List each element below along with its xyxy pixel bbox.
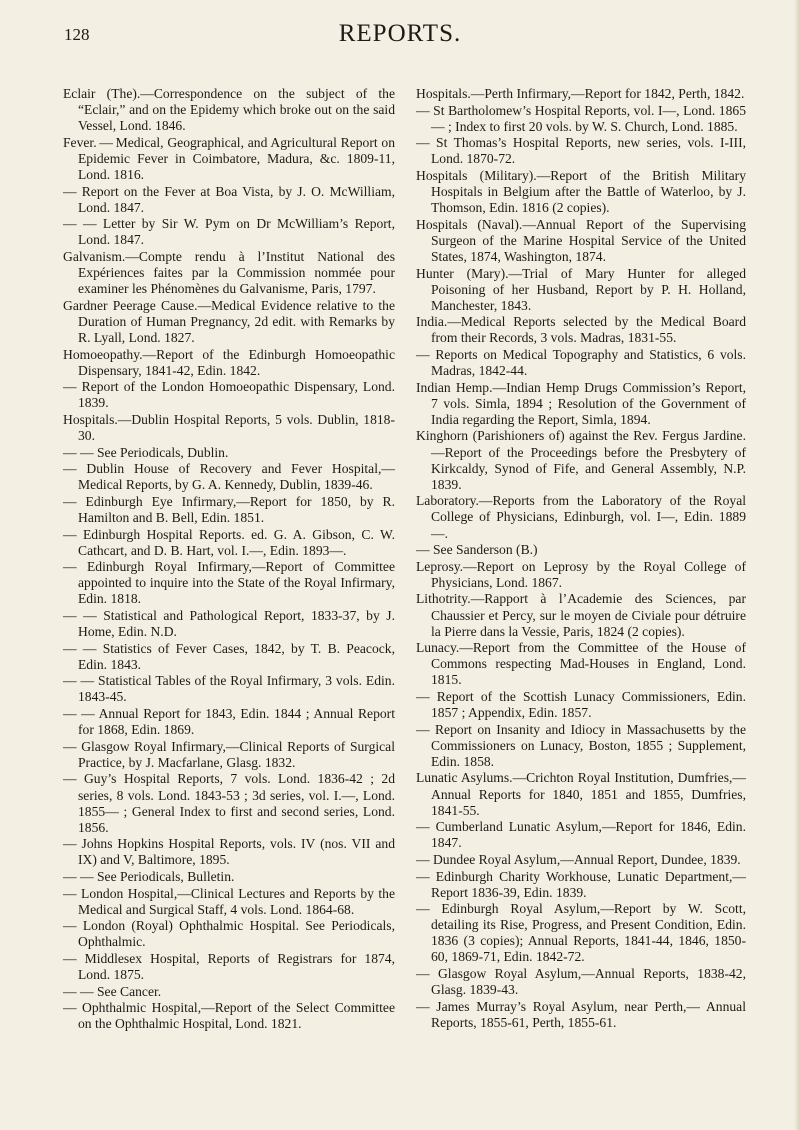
index-entry: — — Letter by Sir W. Pym on Dr McWilliam’s Report, Lond. 1847. — [63, 216, 395, 248]
index-entry: — Johns Hopkins Hospital Reports, vols. IV (nos. VII and IX) and V, Baltimore, 1895. — [63, 836, 395, 868]
index-entry: — London Hospital,—Clinical Lectures and Reports by the Medical and Surgical Staff, 4 vols. Lond. 1864-68. — [63, 885, 395, 917]
index-entry: — James Murray’s Royal Asylum, near Perth,— Annual Reports, 1855-61, Perth, 1855-61. — [416, 998, 746, 1030]
index-entry: — Report on Insanity and Idiocy in Massachusetts by the Commissioners on Lunacy, Boston, 1855 ; Supplement, Edin. 1858. — [416, 721, 746, 769]
index-entry: — Ophthalmic Hospital,—Report of the Select Committee on the Ophthalmic Hospital, Lond. 1821. — [63, 1000, 395, 1032]
index-entry: Lunacy.—Report from the Committee of the House of Commons respecting Mad-Houses in England, Lond. 1815. — [416, 640, 746, 688]
index-entry: — Cumberland Lunatic Asylum,—Report for 1846, Edin. 1847. — [416, 819, 746, 851]
index-entry: Kinghorn (Parishioners of) against the Rev. Fergus Jardine.—Report of the Proceedings before the Presbytery of Kirkcaldy, Synod of Fife, and General Assembly, N.P. 1839. — [416, 428, 746, 492]
index-entry: — Edinburgh Hospital Reports. ed. G. A. Gibson, C. W. Cathcart, and D. B. Hart, vol. I.—, Edin. 1893—. — [63, 526, 395, 558]
index-entry: — — Statistical and Pathological Report, 1833-37, by J. Home, Edin. N.D. — [63, 608, 395, 640]
index-entry: — — See Periodicals, Dublin. — [63, 444, 229, 460]
index-entry: — St Bartholomew’s Hospital Reports, vol. I—, Lond. 1865— ; Index to first 20 vols. by W. S. Church, Lond. 1885. — [416, 102, 746, 134]
index-entry: Homoeopathy.—Report of the Edinburgh Homoeopathic Dispensary, 1841-42, Edin. 1842. — [63, 346, 395, 378]
index-entry: Indian Hemp.—Indian Hemp Drugs Commission’s Report, 7 vols. Simla, 1894 ; Resolution of the Government of India regarding the Report, Simla, 1894. — [416, 379, 746, 427]
index-entry: — Reports on Medical Topography and Statistics, 6 vols. Madras, 1842-44. — [416, 347, 746, 379]
index-entry: — Edinburgh Eye Infirmary,—Report for 1850, by R. Hamilton and B. Bell, Edin. 1851. — [63, 493, 395, 525]
page-edge-shadow — [794, 0, 800, 1130]
index-entry: — Edinburgh Royal Asylum,—Report by W. Scott, detailing its Rise, Progress, and Present Condition, Edin. 1836 (3 copies); Annual Reports, 1841-44, 1846, 1850-60, 1869-71, Edin. 1842-72. — [416, 901, 746, 965]
index-entry: Hunter (Mary).—Trial of Mary Hunter for alleged Poisoning of her Husband, Report by P. H. Holland, Manchester, 1843. — [416, 265, 746, 313]
index-entry: — Middlesex Hospital, Reports of Registrars for 1874, Lond. 1875. — [63, 950, 395, 983]
index-entry: Hospitals.—Dublin Hospital Reports, 5 vols. Dublin, 1818-30. — [63, 411, 395, 443]
index-entry: — — See Cancer. — [63, 983, 162, 999]
index-entry: — Report on the Fever at Boa Vista, by J. O. McWilliam, Lond. 1847. — [63, 183, 395, 215]
index-entry: Lithotrity.—Rapport à l’Academie des Sciences, par Chaussier et Percy, sur le moyen de Civiale pour détruire la Pierre dans la Vessie, Paris, 1824 (2 copies). — [416, 591, 746, 639]
page-number: 128 — [64, 25, 90, 44]
index-entry: Galvanism.—Compte rendu à l’Institut National des Expériences faites par la Commission nommée pour examiner les Phénomènes du Galvanisme, Paris, 1797. — [63, 248, 395, 297]
index-entry: — — Statistical Tables of the Royal Infirmary, 3 vols. Edin. 1843-45. — [63, 673, 395, 705]
index-entry: Laboratory.—Reports from the Laboratory of the Royal College of Physicians, Edinburgh, vol. I—, Edin. 1889—. — [416, 493, 746, 541]
index-entry: — — Annual Report for 1843, Edin. 1844 ; Annual Report for 1868, Edin. 1869. — [63, 706, 395, 738]
index-entry: — Guy’s Hospital Reports, 7 vols. Lond. 1836-42 ; 2d series, 8 vols. Lond. 1843-53 ; 3d series, vol. I.—, Lond. 1855— ; General Index to first and second series, Lond. 1856. — [63, 771, 395, 835]
index-entry: India.—Medical Reports selected by the Medical Board from their Records, 3 vols. Madras, 1831-55. — [416, 314, 746, 346]
index-entry: — Glasgow Royal Asylum,—Annual Reports, 1838-42, Glasg. 1839-43. — [416, 966, 746, 998]
index-entry: — Dundee Royal Asylum,—Annual Report, Dundee, 1839. — [416, 851, 741, 867]
index-entry: — Report of the London Homoeopathic Dispensary, Lond. 1839. — [63, 379, 395, 411]
right-column — [416, 86, 746, 1031]
index-entry: Hospitals (Military).—Report of the British Military Hospitals in Belgium after the Battle of Waterloo, by J. Thomson, Edin. 1816 (2 copies). — [416, 167, 746, 216]
index-entry: — Glasgow Royal Infirmary,—Clinical Reports of Surgical Practice, by J. Macfarlane, Glasg. 1832. — [63, 738, 395, 770]
index-entry: Hospitals (Naval).—Annual Report of the Supervising Surgeon of the Marine Hospital Service of the United States, 1874, Washington, 1874. — [416, 216, 746, 264]
left-column — [63, 86, 395, 1033]
index-entry: — St Thomas’s Hospital Reports, new series, vols. I-III, Lond. 1870-72. — [416, 135, 746, 167]
index-entry: — — See Periodicals, Bulletin. — [63, 869, 235, 884]
index-entry: — See Sanderson (B.) — [416, 542, 538, 558]
index-entry: — — Statistics of Fever Cases, 1842, by T. B. Peacock, Edin. 1843. — [63, 640, 395, 672]
index-entry: Lunatic Asylums.—Crichton Royal Institution, Dumfries,—Annual Reports for 1840, 1851 and 1855, Dumfries, 1841-55. — [416, 770, 746, 818]
index-entry: Eclair (The).—Correspondence on the subject of the “Eclair,” and on the Epidemy which broke out on the said Vessel, Lond. 1846. — [63, 86, 395, 134]
running-head: REPORTS. — [338, 20, 462, 47]
index-entry: — Dublin House of Recovery and Fever Hospital,— Medical Reports, by G. A. Kennedy, Dublin, 1839-46. — [63, 461, 395, 493]
index-entry: Gardner Peerage Cause.—Medical Evidence relative to the Duration of Human Pregnancy, 2d edit. with Remarks by R. Lyall, Lond. 1827. — [63, 297, 395, 345]
index-entry: Hospitals.—Perth Infirmary,—Report for 1842, Perth, 1842. — [416, 86, 745, 101]
index-entry: Leprosy.—Report on Leprosy by the Royal College of Physicians, Lond. 1867. — [416, 558, 746, 590]
index-entry: — Report of the Scottish Lunacy Commissioners, Edin. 1857 ; Appendix, Edin. 1857. — [416, 688, 746, 721]
index-entry: — London (Royal) Ophthalmic Hospital. See Periodicals, Ophthalmic. — [63, 918, 395, 950]
index-entry: — Edinburgh Charity Workhouse, Lunatic Department,—Report 1836-39, Edin. 1839. — [416, 868, 746, 900]
index-entry: — Edinburgh Royal Infirmary,—Report of Committee appointed to inquire into the State of the Royal Infirmary, Edin. 1818. — [63, 559, 395, 607]
index-entry: Fever. — Medical, Geographical, and Agricultural Report on Epidemic Fever in Coimbatore, Madura, &c. 1809-11, Lond. 1816. — [63, 134, 395, 182]
